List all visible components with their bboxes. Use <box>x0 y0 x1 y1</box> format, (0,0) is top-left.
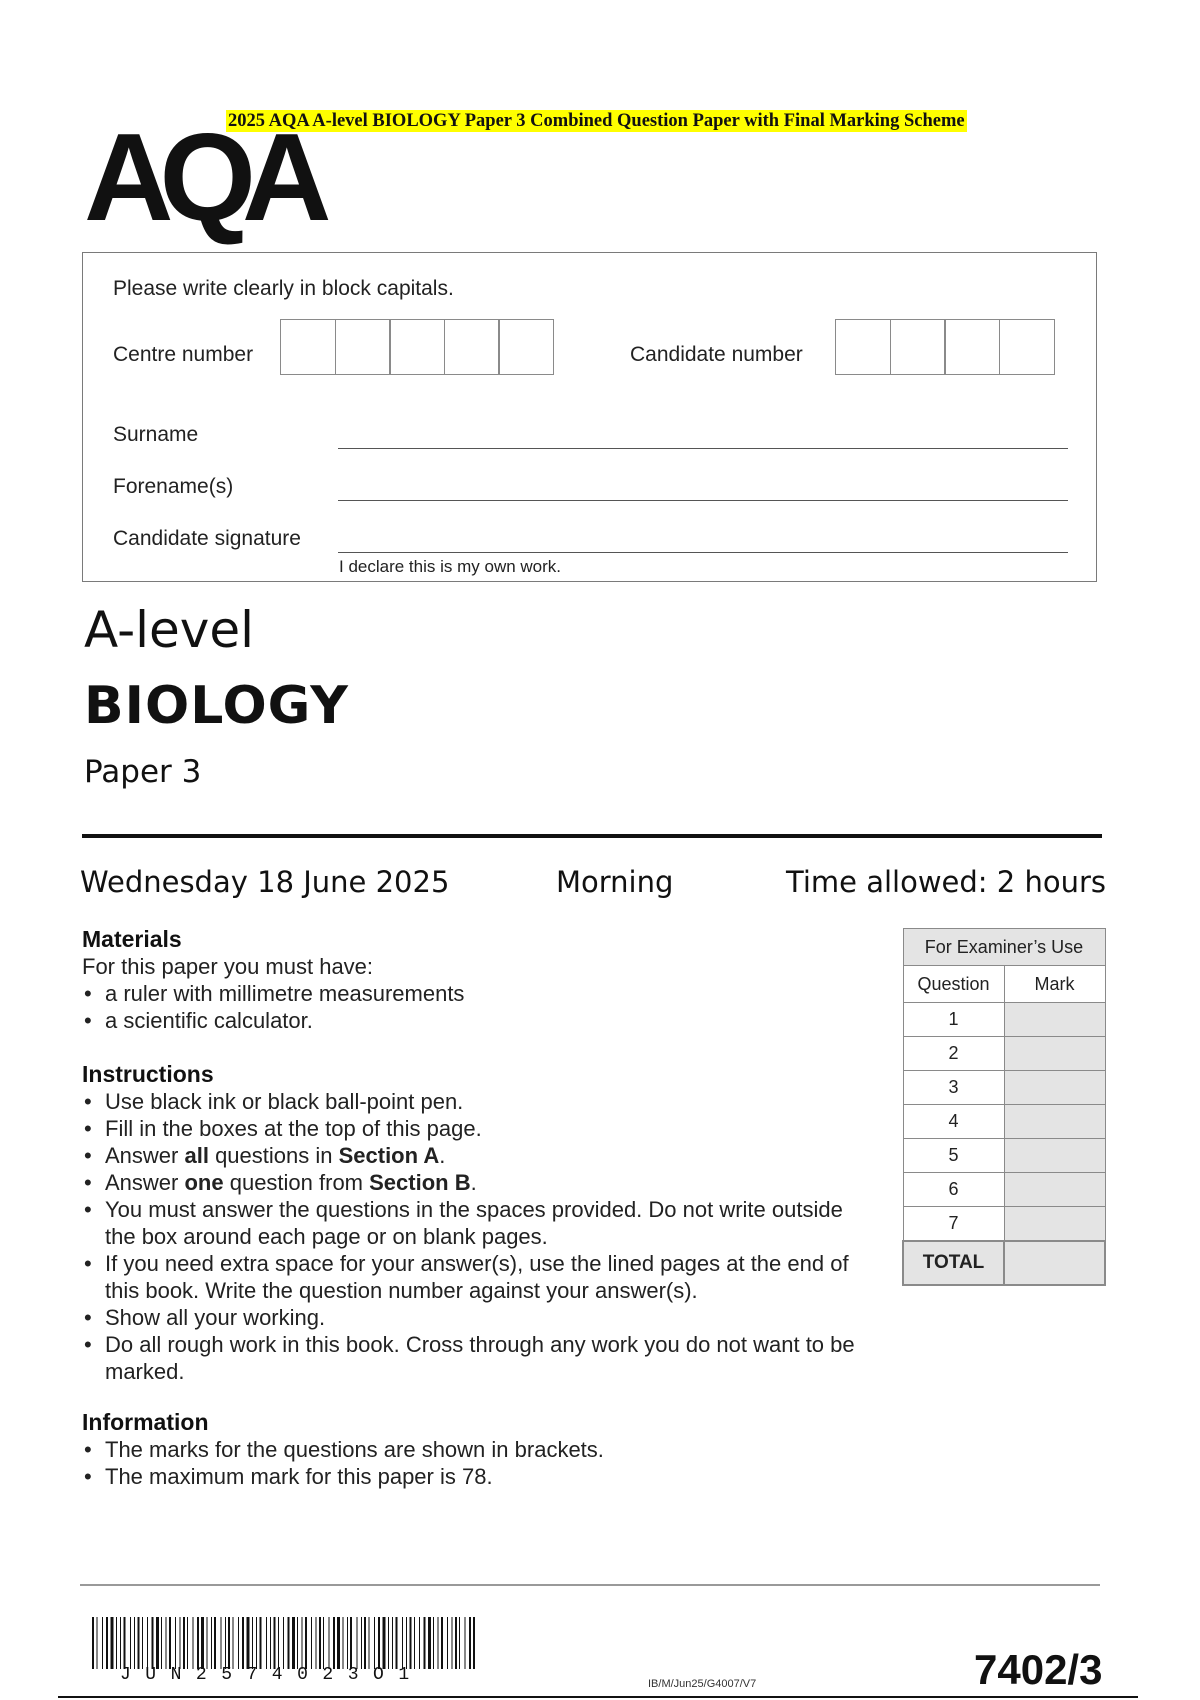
instruction-emphasis: Section B <box>369 1170 471 1195</box>
candidate-number-boxes <box>835 319 1053 375</box>
question-number-cell: 6 <box>903 1173 1004 1207</box>
instruction-item <box>82 1088 862 1115</box>
aqa-logo: AQA <box>84 109 318 247</box>
examiners-use-title: For Examiner’s Use <box>903 929 1105 966</box>
examiners-use-table <box>902 928 1106 1286</box>
mark-cell[interactable] <box>1004 1207 1105 1242</box>
materials-intro: For this paper you must have: <box>82 954 374 979</box>
question-number-cell: 3 <box>903 1071 1004 1105</box>
examiner-row <box>903 1173 1105 1207</box>
centre-number-label: Centre number <box>113 343 254 366</box>
instruction-item <box>82 1250 862 1304</box>
instruction-emphasis: one <box>184 1170 224 1195</box>
instruction-text: Use black ink or black ball-point pen. <box>105 1089 464 1114</box>
total-mark-cell[interactable] <box>1004 1241 1105 1285</box>
instruction-item <box>82 1169 862 1196</box>
centre-number-boxes <box>280 319 553 375</box>
mark-cell[interactable] <box>1004 1105 1105 1139</box>
instruction-item <box>82 1115 862 1142</box>
information-item: • The marks for the questions are shown in brackets. <box>82 1436 882 1463</box>
examiner-row <box>903 1207 1105 1242</box>
instructions-section <box>82 1060 862 1385</box>
paper-number: Paper 3 <box>84 754 202 790</box>
signature-label: Candidate signature <box>113 527 301 550</box>
mark-cell[interactable] <box>1004 1037 1105 1071</box>
mark-cell[interactable] <box>1004 1139 1105 1173</box>
centre-number-digit-box[interactable] <box>498 319 554 375</box>
instruction-text: Answer <box>105 1143 185 1168</box>
divider <box>82 834 1102 838</box>
centre-number-digit-box[interactable] <box>280 319 336 375</box>
barcode <box>92 1617 475 1669</box>
candidate-number-digit-box[interactable] <box>835 319 891 375</box>
materials-heading: Materials <box>82 926 182 952</box>
materials-item: • a ruler with millimetre measurements <box>82 980 882 1007</box>
paper-code: 7402/3 <box>974 1646 1103 1693</box>
forenames-line[interactable] <box>338 500 1068 501</box>
exam-session: Morning <box>556 865 674 899</box>
instruction-text: questions in <box>208 1143 339 1168</box>
qualification-level: A-level <box>84 601 255 659</box>
mark-cell[interactable] <box>1004 1003 1105 1037</box>
instruction-item <box>82 1196 862 1250</box>
centre-number-digit-box[interactable] <box>444 319 500 375</box>
barcode-text: JUN2574023O1 <box>120 1665 424 1685</box>
examiner-row <box>903 1105 1105 1139</box>
instruction-emphasis: all <box>184 1143 209 1168</box>
total-row <box>903 1241 1105 1285</box>
question-number-cell: 4 <box>903 1105 1004 1139</box>
total-label: TOTAL <box>903 1241 1004 1285</box>
time-allowed: Time allowed: 2 hours <box>786 865 1106 899</box>
question-column-header: Question <box>903 966 1004 1003</box>
instruction-item <box>82 1331 862 1385</box>
examiner-row <box>903 1139 1105 1173</box>
candidate-number-digit-box[interactable] <box>999 319 1055 375</box>
instruction-text: question from <box>223 1170 370 1195</box>
examiner-row <box>903 1071 1105 1105</box>
block-capitals-instruction: Please write clearly in block capitals. <box>113 277 454 300</box>
centre-number-digit-box[interactable] <box>389 319 445 375</box>
information-heading: Information <box>82 1409 209 1435</box>
materials-item: • a scientific calculator. <box>82 1007 882 1034</box>
forenames-label: Forename(s) <box>113 475 234 498</box>
instruction-text: If you need extra space for your answer(s), use the lined pages at the end of this book. Write the question number against your answer(s). <box>105 1251 849 1303</box>
centre-number-digit-box[interactable] <box>335 319 391 375</box>
instruction-text: . <box>439 1143 446 1168</box>
instruction-text: . <box>470 1170 477 1195</box>
instruction-text: Do all rough work in this book. Cross through any work you do not want to be marked. <box>105 1332 855 1384</box>
materials-section <box>82 925 882 1034</box>
instruction-item <box>82 1142 862 1169</box>
question-number-cell: 1 <box>903 1003 1004 1037</box>
information-section <box>82 1408 882 1490</box>
instruction-text: Answer <box>105 1170 185 1195</box>
instruction-text: Fill in the boxes at the top of this page. <box>105 1116 482 1141</box>
instruction-emphasis: Section A <box>338 1143 440 1168</box>
page-bottom-edge <box>58 1696 1138 1698</box>
candidate-number-label: Candidate number <box>630 343 803 366</box>
candidate-number-digit-box[interactable] <box>944 319 1000 375</box>
instructions-heading: Instructions <box>82 1061 214 1087</box>
surname-label: Surname <box>113 423 199 446</box>
question-number-cell: 2 <box>903 1037 1004 1071</box>
mark-cell[interactable] <box>1004 1173 1105 1207</box>
question-number-cell: 7 <box>903 1207 1004 1242</box>
mark-column-header: Mark <box>1004 966 1105 1003</box>
footer-divider <box>80 1584 1100 1586</box>
mark-cell[interactable] <box>1004 1071 1105 1105</box>
candidate-details-box <box>82 252 1097 582</box>
instruction-text: You must answer the questions in the spaces provided. Do not write outside the box around each page or on blank pages. <box>105 1197 843 1249</box>
exam-date: Wednesday 18 June 2025 <box>80 865 450 899</box>
examiner-row <box>903 1037 1105 1071</box>
candidate-number-digit-box[interactable] <box>890 319 946 375</box>
examiner-row <box>903 1003 1105 1037</box>
surname-line[interactable] <box>338 448 1068 449</box>
instruction-text: Show all your working. <box>105 1305 326 1330</box>
document-reference: IB/M/Jun25/G4007/V7 <box>648 1678 757 1690</box>
question-number-cell: 5 <box>903 1139 1004 1173</box>
declaration-text: I declare this is my own work. <box>339 557 562 576</box>
instructions-list <box>82 1088 862 1385</box>
subject-title: BIOLOGY <box>84 676 349 736</box>
information-item: • The maximum mark for this paper is 78. <box>82 1463 882 1490</box>
document-banner: 2025 AQA A-level BIOLOGY Paper 3 Combined Question Paper with Final Marking Scheme <box>228 111 965 131</box>
signature-line[interactable] <box>338 552 1068 553</box>
instruction-item <box>82 1304 862 1331</box>
